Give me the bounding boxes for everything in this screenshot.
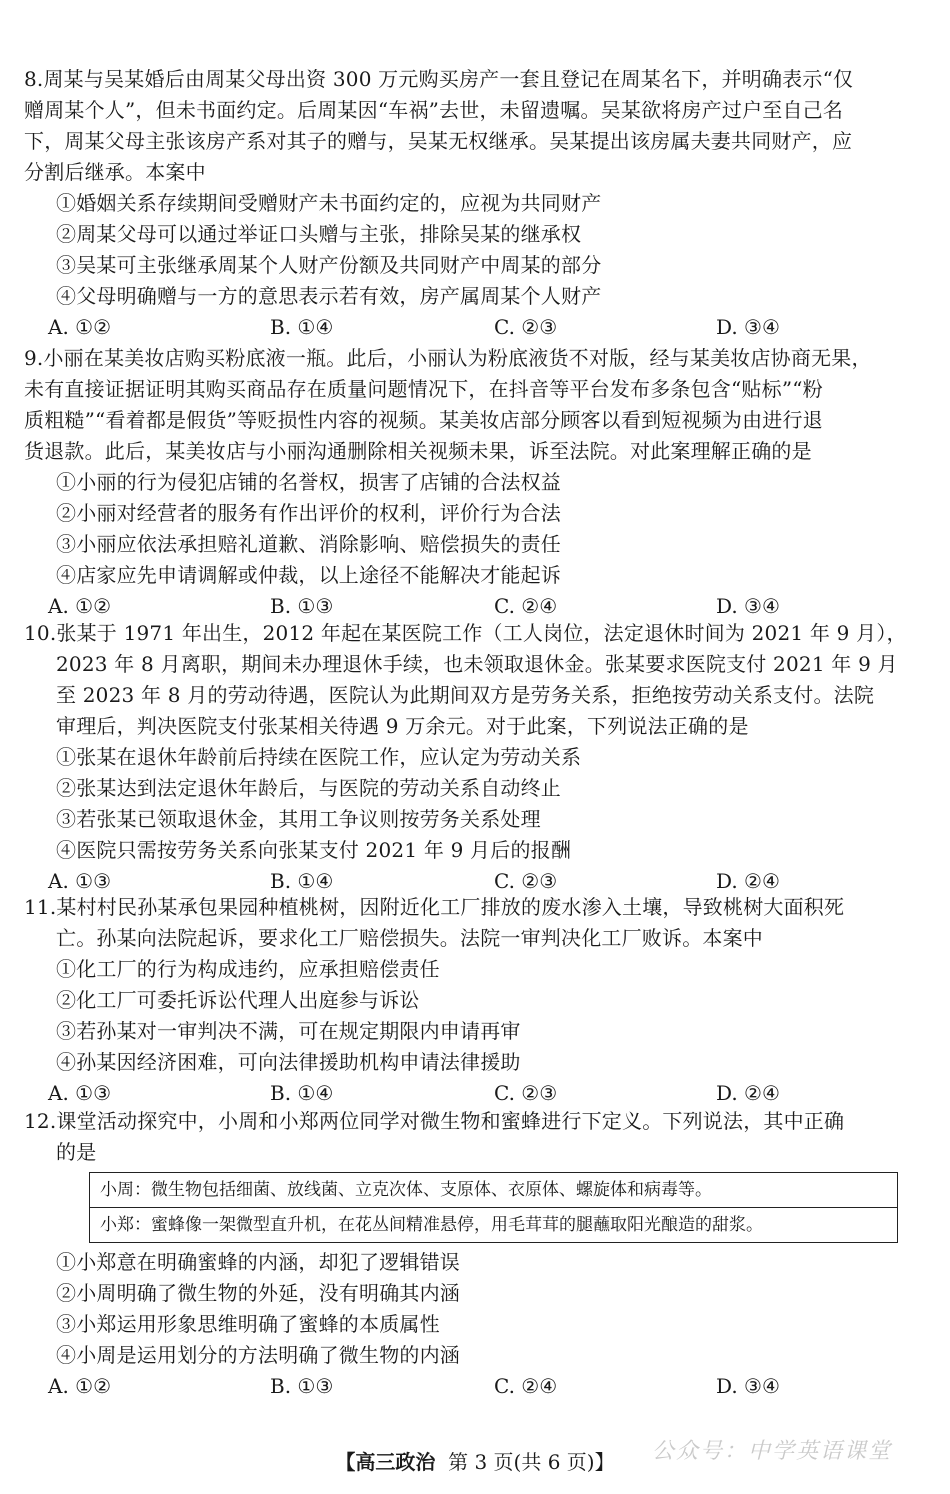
question-stem-line: 赠周某个人”，但未书面约定。后周某因“车祸”去世，未留遗嘱。吴某欲将房产过户至自己名 <box>24 98 844 122</box>
statement-option: ④父母明确赠与一方的意思表示若有效，房产属周某个人财产 <box>56 284 602 308</box>
statement-option: ④医院只需按劳务关系向张某支付 2021 年 9 月后的报酬 <box>56 838 572 862</box>
definition-xiaozheng: 小郑：蜜蜂像一架微型直升机，在花丛间精准悬停，用毛茸茸的腿蘸取阳光酿造的甜浆。 <box>90 1207 897 1242</box>
statement-option: ②周某父母可以通过举证口头赠与主张，排除吴某的继承权 <box>56 222 582 246</box>
choice-c: C. ②④ <box>494 594 558 618</box>
statement-option: ③若张某已领取退休金，其用工争议则按劳务关系处理 <box>56 807 541 831</box>
statement-option: ②小周明确了微生物的外延，没有明确其内涵 <box>56 1281 460 1305</box>
statement-option: ①小郑意在明确蜜蜂的内涵，却犯了逻辑错误 <box>56 1250 460 1274</box>
question-stem-line: 2023 年 8 月离职，期间未办理退休手续，也未领取退休金。张某要求医院支付 2021 年 9 月 <box>56 652 898 676</box>
question-stem-line: 质粗糙”“看着都是假货”等贬损性内容的视频。某美妆店部分顾客以看到短视频为由进行退 <box>24 408 823 432</box>
choice-c: C. ②④ <box>494 1374 558 1398</box>
statement-option: ①化工厂的行为构成违约，应承担赔偿责任 <box>56 957 440 981</box>
choice-d: D. ②④ <box>716 1081 780 1105</box>
question-stem-line: 亡。孙某向法院起诉，要求化工厂赔偿损失。法院一审判决化工厂败诉。本案中 <box>56 926 763 950</box>
definition-xiaozhou: 小周：微生物包括细菌、放线菌、立克次体、支原体、衣原体、螺旋体和病毒等。 <box>100 1180 712 1200</box>
statement-option: ④小周是运用划分的方法明确了微生物的内涵 <box>56 1343 460 1367</box>
question-stem-line: 10.张某于 1971 年出生，2012 年起在某医院工作（工人岗位，法定退休时间为 2021 年 9 月）， <box>24 621 907 645</box>
statement-option: ①小丽的行为侵犯店铺的名誉权，损害了店铺的合法权益 <box>56 470 561 494</box>
definition-box <box>89 1172 898 1243</box>
question-12 <box>24 1106 936 1402</box>
answer-choices <box>24 312 936 343</box>
question-10 <box>24 618 936 897</box>
statement-option: ①张某在退休年龄前后持续在医院工作，应认定为劳动关系 <box>56 745 582 769</box>
question-stem-line: 的是 <box>56 1140 97 1164</box>
answer-choices <box>24 1371 936 1402</box>
statement-option: ②张某达到法定退休年龄后，与医院的劳动关系自动终止 <box>56 776 561 800</box>
choice-a: A. ①③ <box>48 869 112 893</box>
choice-a: A. ①② <box>48 315 112 339</box>
question-9 <box>24 343 936 622</box>
footer-page-number: 第 3 页(共 6 页)】 <box>448 1450 615 1474</box>
watermark: 公众号：中学英语课堂 <box>652 1439 893 1464</box>
statement-option: ③吴某可主张继承周某个人财产份额及共同财产中周某的部分 <box>56 253 602 277</box>
statement-option: ④店家应先申请调解或仲裁，以上途径不能解决才能起诉 <box>56 563 561 587</box>
question-stem-line: 分割后继承。本案中 <box>24 160 206 184</box>
statement-option: ①婚姻关系存续期间受赠财产未书面约定的，应视为共同财产 <box>56 191 602 215</box>
choice-d: D. ③④ <box>716 315 780 339</box>
question-stem-line: 9.小丽在某美妆店购买粉底液一瓶。此后，小丽认为粉底液货不对版，经与某美妆店协商无果， <box>24 346 872 370</box>
question-11 <box>24 892 936 1109</box>
statement-option: ④孙某因经济困难，可向法律援助机构申请法律援助 <box>56 1050 521 1074</box>
question-stem-line: 至 2023 年 8 月的劳动待遇，医院认为此期间双方是劳务关系，拒绝按劳动关系支付。法院 <box>56 683 875 707</box>
choice-d: D. ③④ <box>716 594 780 618</box>
question-stem-line: 未有直接证据证明其购买商品存在质量问题情况下，在抖音等平台发布多条包含“贴标”“粉 <box>24 377 823 401</box>
choice-b: B. ①④ <box>270 869 334 893</box>
choice-b: B. ①③ <box>270 594 334 618</box>
choice-c: C. ②③ <box>494 315 558 339</box>
question-stem-line: 审理后，判决医院支付张某相关待遇 9 万余元。对于此案，下列说法正确的是 <box>56 714 749 738</box>
footer-subject: 【高三政治 <box>335 1450 436 1474</box>
choice-a: A. ①② <box>48 594 112 618</box>
question-8 <box>24 64 936 343</box>
question-stem-line: 货退款。此后，某美妆店与小丽沟通删除相关视频未果，诉至法院。对此案理解正确的是 <box>24 439 812 463</box>
answer-choices <box>24 1078 936 1109</box>
statement-option: ②小丽对经营者的服务有作出评价的权利，评价行为合法 <box>56 501 561 525</box>
statement-option: ③小丽应依法承担赔礼道歉、消除影响、赔偿损失的责任 <box>56 532 561 556</box>
question-stem-line: 下，周某父母主张该房产系对其子的赠与，吴某无权继承。吴某提出该房属夫妻共同财产，应 <box>24 129 853 153</box>
choice-c: C. ②③ <box>494 869 558 893</box>
choice-c: C. ②③ <box>494 1081 558 1105</box>
question-stem-line: 8.周某与吴某婚后由周某父母出资 300 万元购买房产一套且登记在周某名下，并明确表示“仅 <box>24 67 854 91</box>
question-stem-line: 12.课堂活动探究中，小周和小郑两位同学对微生物和蜜蜂进行下定义。下列说法，其中正确 <box>24 1109 845 1133</box>
statement-option: ③若孙某对一审判决不满，可在规定期限内申请再审 <box>56 1019 521 1043</box>
question-stem-line: 11.某村村民孙某承包果园种植桃树，因附近化工厂排放的废水渗入土壤，导致桃树大面积死 <box>24 895 845 919</box>
statement-option: ③小郑运用形象思维明确了蜜蜂的本质属性 <box>56 1312 440 1336</box>
choice-d: D. ③④ <box>716 1374 780 1398</box>
choice-b: B. ①④ <box>270 315 334 339</box>
statement-option: ②化工厂可委托诉讼代理人出庭参与诉讼 <box>56 988 420 1012</box>
choice-b: B. ①④ <box>270 1081 334 1105</box>
choice-b: B. ①③ <box>270 1374 334 1398</box>
choice-a: A. ①③ <box>48 1081 112 1105</box>
choice-d: D. ②④ <box>716 869 780 893</box>
choice-a: A. ①② <box>48 1374 112 1398</box>
